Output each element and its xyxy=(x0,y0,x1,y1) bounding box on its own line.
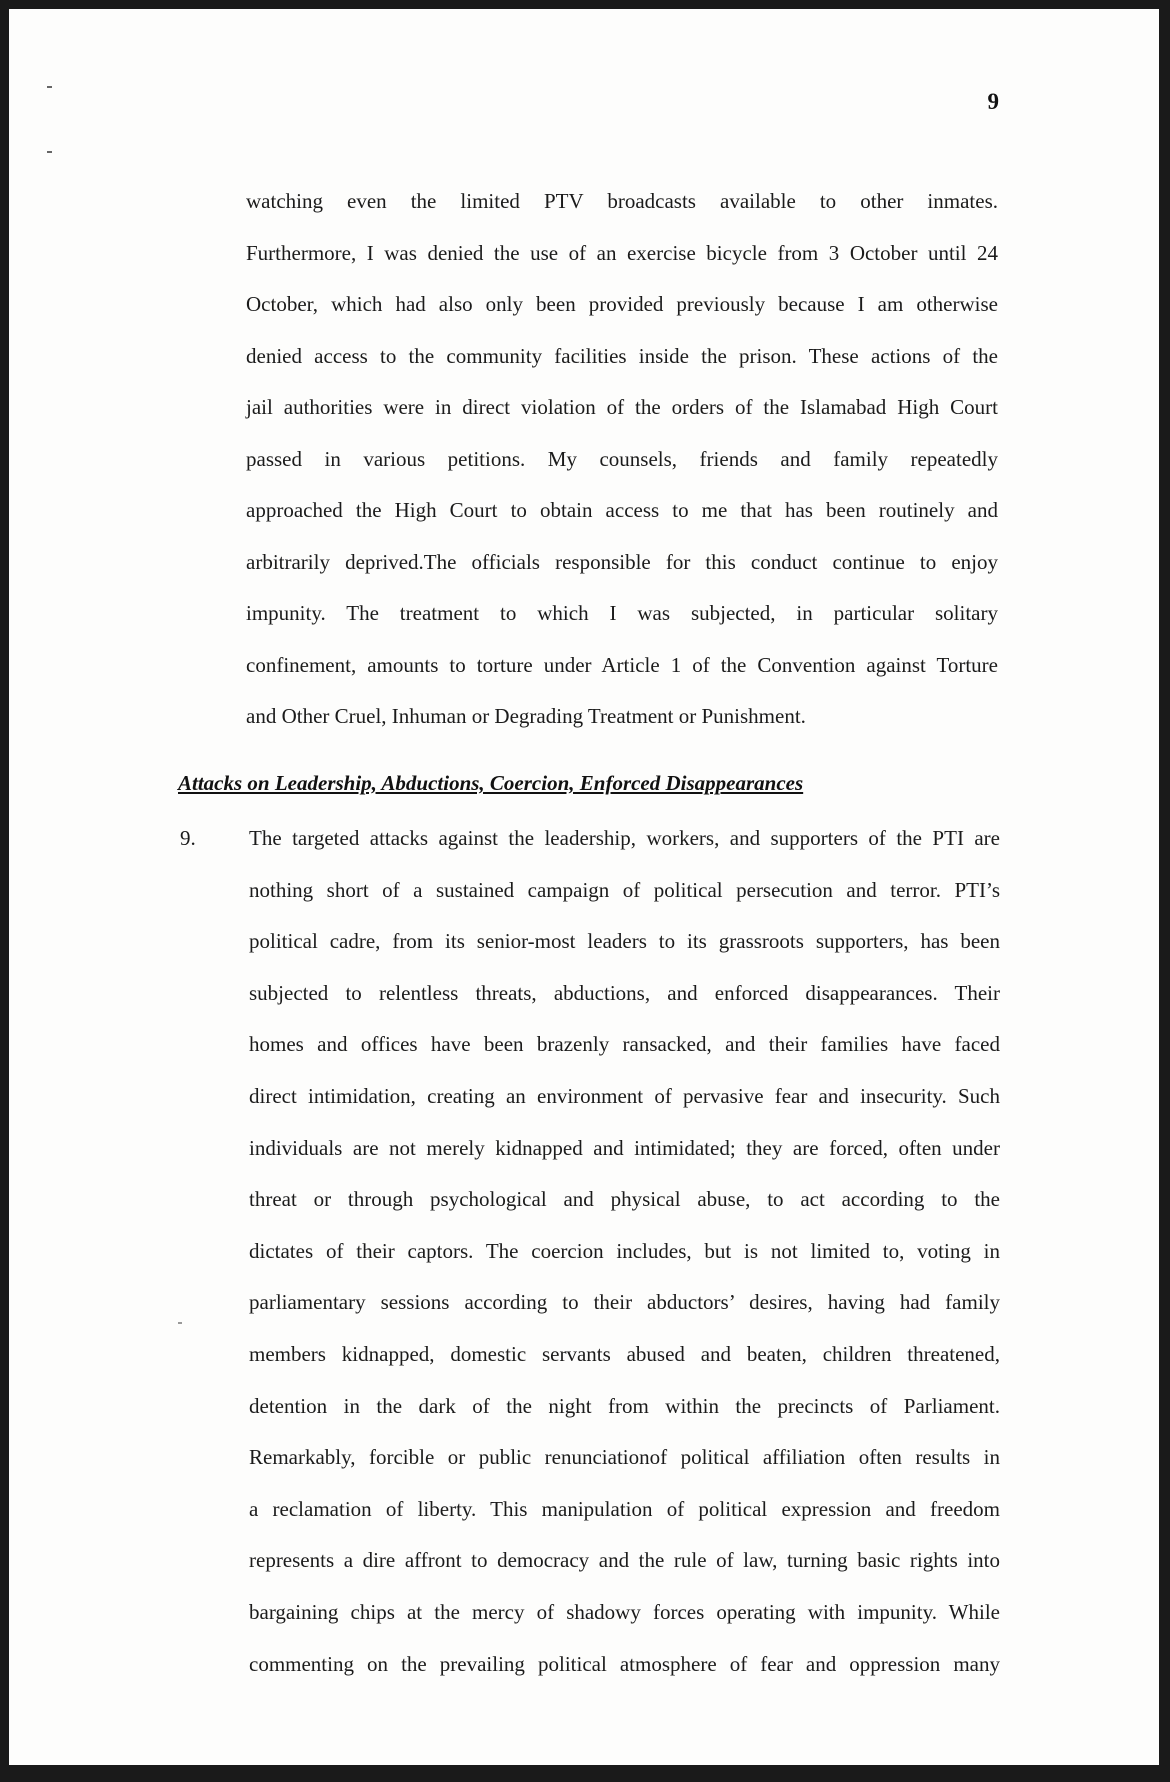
scan-mark xyxy=(178,1322,182,1324)
text-line-content: jail authorities were in direct violation of the orders of the Islamabad High Court xyxy=(246,395,998,419)
text-line-content: represents a dire affront to democracy and the rule of law, turning basic rights into xyxy=(249,1548,1000,1573)
text-line-content: October, which had also only been provided previously because I am otherwise xyxy=(246,292,998,316)
text-line xyxy=(9,1548,1159,1578)
text-line-content: members kidnapped, domestic servants abused and beaten, children threatened, xyxy=(249,1342,1000,1366)
text-line xyxy=(9,550,1159,580)
text-line-content: impunity. The treatment to which I was subjected, in particular solitary xyxy=(246,601,998,625)
text-line-content: denied access to the community facilities inside the prison. These actions of the xyxy=(246,343,998,368)
text-line-content: dictates of their captors. The coercion includes, but is not limited to, voting in xyxy=(249,1238,1000,1263)
text-line xyxy=(9,826,1159,856)
text-line-content: Remarkably, forcible or public renunciationof political affiliation often results in xyxy=(249,1445,1000,1470)
text-line xyxy=(9,1084,1159,1114)
text-line-content: bargaining chips at the mercy of shadowy forces operating with impunity. While xyxy=(249,1600,1000,1624)
text-line xyxy=(9,189,1159,219)
document-page xyxy=(9,9,1159,1765)
page-number: 9 xyxy=(987,89,999,114)
text-line xyxy=(9,653,1159,683)
text-line-content: confinement, amounts to torture under Article 1 of the Convention against Torture xyxy=(246,652,998,677)
text-line xyxy=(9,1497,1159,1527)
text-line xyxy=(9,1600,1159,1630)
text-line-content: Furthermore, I was denied the use of an exercise bicycle from 3 October until 24 xyxy=(246,240,998,265)
text-line xyxy=(9,241,1159,271)
text-line xyxy=(9,498,1159,528)
text-line xyxy=(9,292,1159,322)
text-line xyxy=(9,601,1159,631)
text-line-content: and Other Cruel, Inhuman or Degrading Treatment or Punishment. xyxy=(246,704,806,728)
text-line xyxy=(9,929,1159,959)
text-line-content: approached the High Court to obtain access to me that has been routinely and xyxy=(246,498,998,522)
paragraph-number: 9. xyxy=(180,826,196,850)
text-line-content: arbitrarily deprived.The officials responsible for this conduct continue to enjoy xyxy=(246,549,998,574)
text-line xyxy=(9,344,1159,374)
text-line-content: a reclamation of liberty. This manipulation of political expression and freedom xyxy=(249,1496,1000,1521)
text-line-content: political cadre, from its senior-most leaders to its grassroots supporters, has been xyxy=(249,929,1000,954)
text-line xyxy=(9,447,1159,477)
text-line xyxy=(9,1394,1159,1424)
text-line-content: direct intimidation, creating an environment of pervasive fear and insecurity. Such xyxy=(249,1084,1000,1108)
section-heading: Attacks on Leadership, Abductions, Coercion, Enforced Disappearances xyxy=(178,771,804,795)
text-line-content: homes and offices have been brazenly ransacked, and their families have faced xyxy=(249,1032,1000,1057)
text-line xyxy=(9,1290,1159,1320)
text-line xyxy=(9,704,1159,734)
text-line-content: detention in the dark of the night from within the precincts of Parliament. xyxy=(249,1393,1000,1418)
text-line-content: The targeted attacks against the leadership, workers, and supporters of the PTI are xyxy=(249,826,1000,850)
text-line xyxy=(9,981,1159,1011)
text-line xyxy=(9,1652,1159,1682)
text-line-content: subjected to relentless threats, abductions, and enforced disappearances. Their xyxy=(249,980,1000,1005)
text-line xyxy=(9,1032,1159,1062)
text-line-content: threat or through psychological and physical abuse, to act according to the xyxy=(249,1187,1000,1212)
text-line-content: nothing short of a sustained campaign of political persecution and terror. PTI’s xyxy=(249,877,1000,902)
text-line xyxy=(9,1136,1159,1166)
text-line xyxy=(9,395,1159,425)
text-line-content: parliamentary sessions according to their abductors’ desires, having had family xyxy=(249,1290,1000,1315)
text-line xyxy=(9,1239,1159,1269)
text-line xyxy=(9,878,1159,908)
text-line xyxy=(9,1342,1159,1372)
scan-mark xyxy=(47,86,52,88)
text-line xyxy=(9,1445,1159,1475)
text-line-content: individuals are not merely kidnapped and intimidated; they are forced, often under xyxy=(249,1135,1000,1160)
text-line-content: watching even the limited PTV broadcasts available to other inmates. xyxy=(246,189,998,213)
scan-mark xyxy=(47,151,52,153)
text-line-content: commenting on the prevailing political atmosphere of fear and oppression many xyxy=(249,1651,1000,1676)
text-line-content: passed in various petitions. My counsels, friends and family repeatedly xyxy=(246,446,998,471)
text-line xyxy=(9,1187,1159,1217)
